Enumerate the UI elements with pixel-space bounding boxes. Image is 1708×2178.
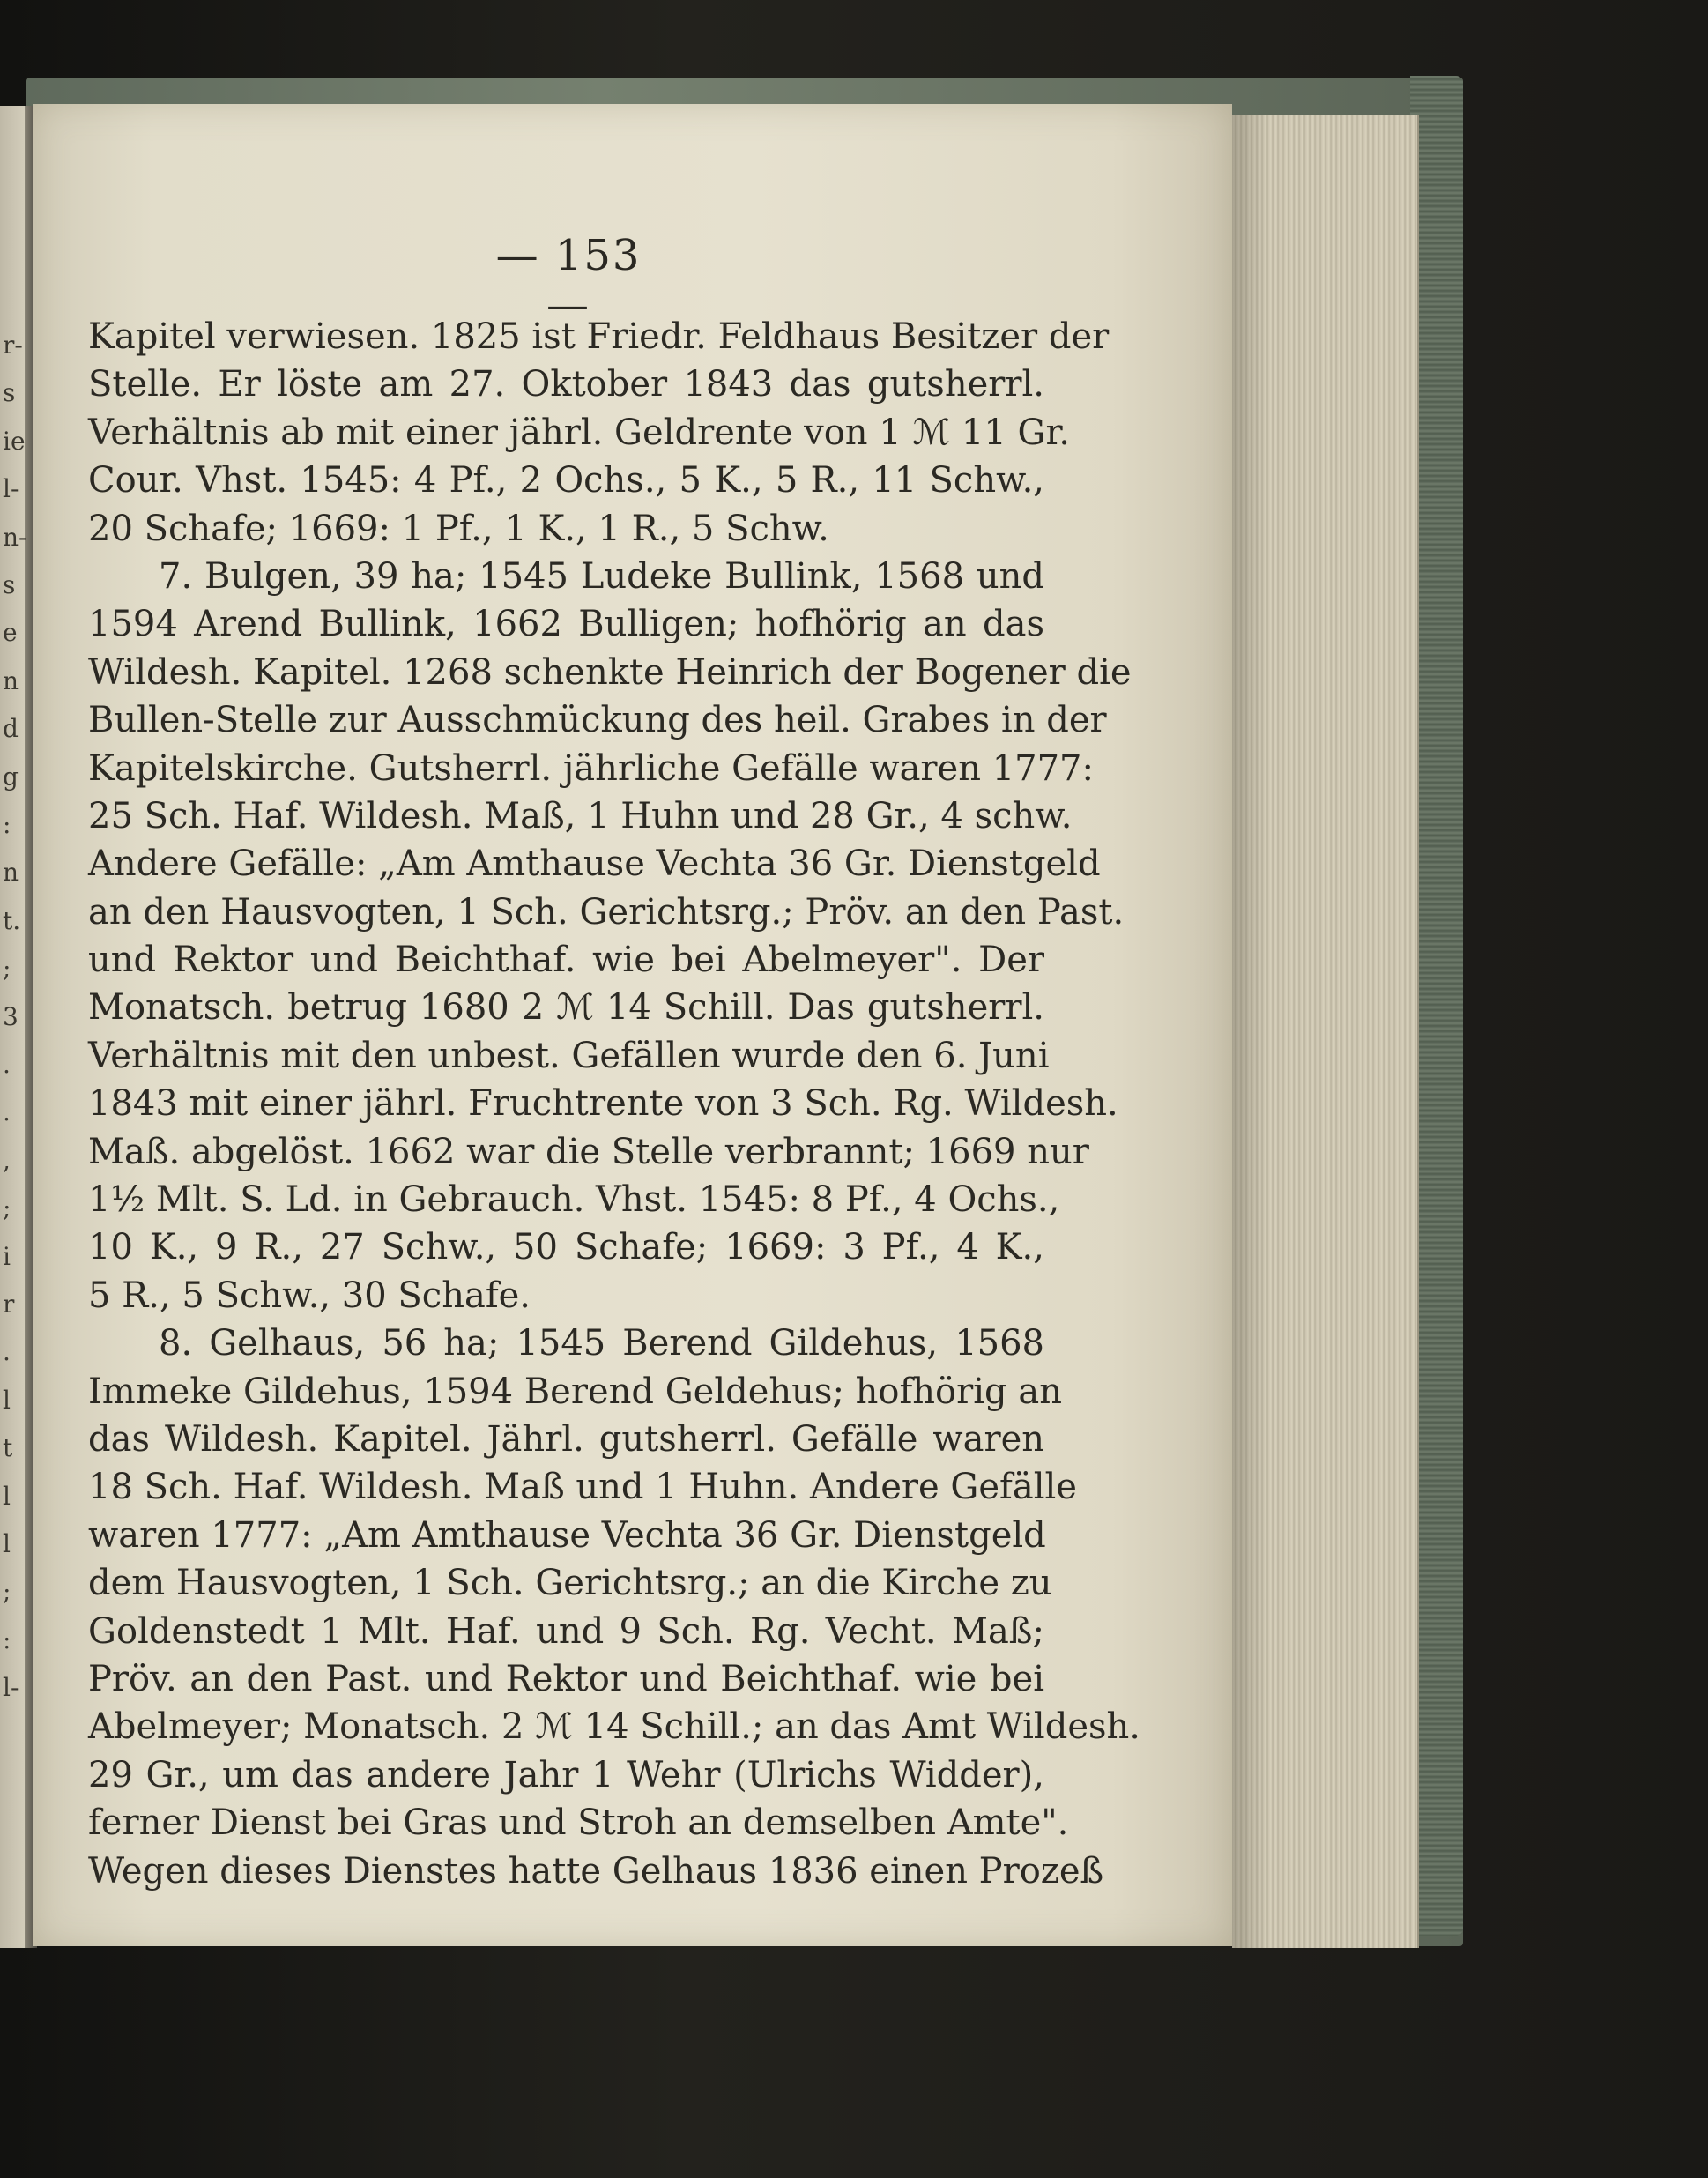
facing-page-fragment: t.	[3, 905, 21, 935]
text-line: 29 Gr., um das andere Jahr 1 Wehr (Ulrichs Widder),	[88, 1754, 1044, 1795]
facing-page-fragment: s	[3, 570, 16, 599]
text-line: 25 Sch. Haf. Wildesh. Maß, 1 Huhn und 28 Gr., 4 schw.	[88, 795, 1073, 836]
text-line: dem Hausvogten, 1 Sch. Gerichtsrg.; an die Kirche zu	[88, 1563, 1052, 1604]
text-line: Wildesh. Kapitel. 1268 schenkte Heinrich der Bogener die	[88, 651, 1132, 693]
facing-page-fragment: ;	[3, 954, 11, 984]
text-line: Pröv. an den Past. und Rektor und Beichthaf. wie bei	[88, 1658, 1044, 1699]
page-number: — 153 —	[495, 231, 642, 330]
facing-page-fragment: i	[3, 1241, 11, 1271]
facing-page-fragment: 3	[3, 1001, 19, 1031]
text-line: Maß. abgelöst. 1662 war die Stelle verbrannt; 1669 nur	[88, 1131, 1089, 1172]
page-body	[88, 313, 1141, 1895]
facing-page-fragment: n	[3, 665, 19, 695]
text-line: Cour. Vhst. 1545: 4 Pf., 2 Ochs., 5 K., 5 R., 11 Schw.,	[88, 460, 1044, 502]
facing-page-fragment: .	[3, 1097, 11, 1127]
text-line: 1594 Arend Bullink, 1662 Bulligen; hofhörig an das	[88, 604, 1044, 645]
text-line: Verhältnis ab mit einer jährl. Geldrente von 1 ℳ 11 Gr.	[88, 412, 1070, 453]
facing-page-fragment: ie	[3, 426, 26, 456]
text-line: 10 K., 9 R., 27 Schw., 50 Schafe; 1669: 3 Pf., 4 K.,	[88, 1227, 1044, 1268]
facing-page-fragment: r-	[3, 331, 23, 360]
page-edges-shade	[1232, 115, 1267, 1948]
text-line: Goldenstedt 1 Mlt. Haf. und 9 Sch. Rg. Vecht. Maß;	[88, 1610, 1044, 1652]
text-line: 1843 mit einer jährl. Fruchtrente von 3 Sch. Rg. Wildesh.	[88, 1083, 1118, 1125]
text-line: 18 Sch. Haf. Wildesh. Maß und 1 Huhn. Andere Gefälle	[88, 1467, 1077, 1508]
text-line: Wegen dieses Dienstes hatte Gelhaus 1836 einen Prozeß	[88, 1850, 1104, 1892]
facing-page-fragment: ,	[3, 1145, 11, 1175]
facing-page-fragment: :	[3, 1624, 11, 1654]
facing-page-fragment: .	[3, 1337, 11, 1367]
text-line: Stelle. Er löste am 27. Oktober 1843 das gutsherrl.	[88, 364, 1044, 405]
text-line: Bullen-Stelle zur Ausschmückung des heil. Grabes in der	[88, 700, 1107, 741]
facing-page-fragment: n-	[3, 522, 27, 552]
text-line: 5 R., 5 Schw., 30 Schafe.	[88, 1275, 531, 1316]
facing-page-fragment: d	[3, 714, 19, 744]
facing-page-fragment: l-	[3, 1673, 19, 1703]
text-line: das Wildesh. Kapitel. Jährl. gutsherrl. Gefälle waren	[88, 1418, 1044, 1460]
text-line: Monatsch. betrug 1680 2 ℳ 14 Schill. Das gutsherrl.	[88, 987, 1044, 1029]
facing-page-fragment: g	[3, 762, 19, 792]
text-line: Abelmeyer; Monatsch. 2 ℳ 14 Schill.; an das Amt Wildesh.	[88, 1706, 1141, 1748]
text-line: 7. Bulgen, 39 ha; 1545 Ludeke Bullink, 1568 und	[159, 555, 1044, 597]
text-line: und Rektor und Beichthaf. wie bei Abelmeyer". Der	[88, 940, 1044, 981]
facing-page-fragment: n	[3, 858, 19, 888]
text-line: waren 1777: „Am Amthause Vechta 36 Gr. Dienstgeld	[88, 1514, 1046, 1556]
facing-page-fragment: l-	[3, 474, 19, 504]
facing-page-fragment: l	[3, 1385, 11, 1415]
facing-page-fragment: s	[3, 378, 16, 408]
facing-page-fragment: ;	[3, 1193, 11, 1223]
text-line: 8. Gelhaus, 56 ha; 1545 Berend Gildehus, 1568	[159, 1323, 1044, 1364]
facing-page-fragment: l	[3, 1481, 11, 1511]
text-line: 1½ Mlt. S. Ld. in Gebrauch. Vhst. 1545: 8 Pf., 4 Ochs.,	[88, 1179, 1060, 1221]
text-line: Kapitel verwiesen. 1825 ist Friedr. Feldhaus Besitzer der	[88, 316, 1110, 357]
text-line: Andere Gefälle: „Am Amthause Vechta 36 Gr. Dienstgeld	[88, 844, 1101, 885]
text-line: 20 Schafe; 1669: 1 Pf., 1 K., 1 R., 5 Schw.	[88, 508, 829, 549]
facing-page-fragment: :	[3, 810, 11, 839]
facing-page-fragment: r	[3, 1290, 15, 1319]
facing-page-fragment: .	[3, 1050, 11, 1079]
text-line: an den Hausvogten, 1 Sch. Gerichtsrg.; Pröv. an den Past.	[88, 891, 1125, 933]
text-line: ferner Dienst bei Gras und Stroh an demselben Amte".	[88, 1803, 1069, 1844]
facing-page-fragment: t	[3, 1433, 13, 1463]
text-line: Kapitelskirche. Gutsherrl. jährliche Gefälle waren 1777:	[88, 747, 1094, 789]
facing-page-fragment: ;	[3, 1577, 11, 1607]
text-line: Verhältnis mit den unbest. Gefällen wurde den 6. Juni	[88, 1035, 1050, 1076]
facing-page-fragment: l	[3, 1529, 11, 1558]
text-line: Immeke Gildehus, 1594 Berend Geldehus; hofhörig an	[88, 1371, 1062, 1412]
facing-page-fragment: e	[3, 618, 18, 648]
